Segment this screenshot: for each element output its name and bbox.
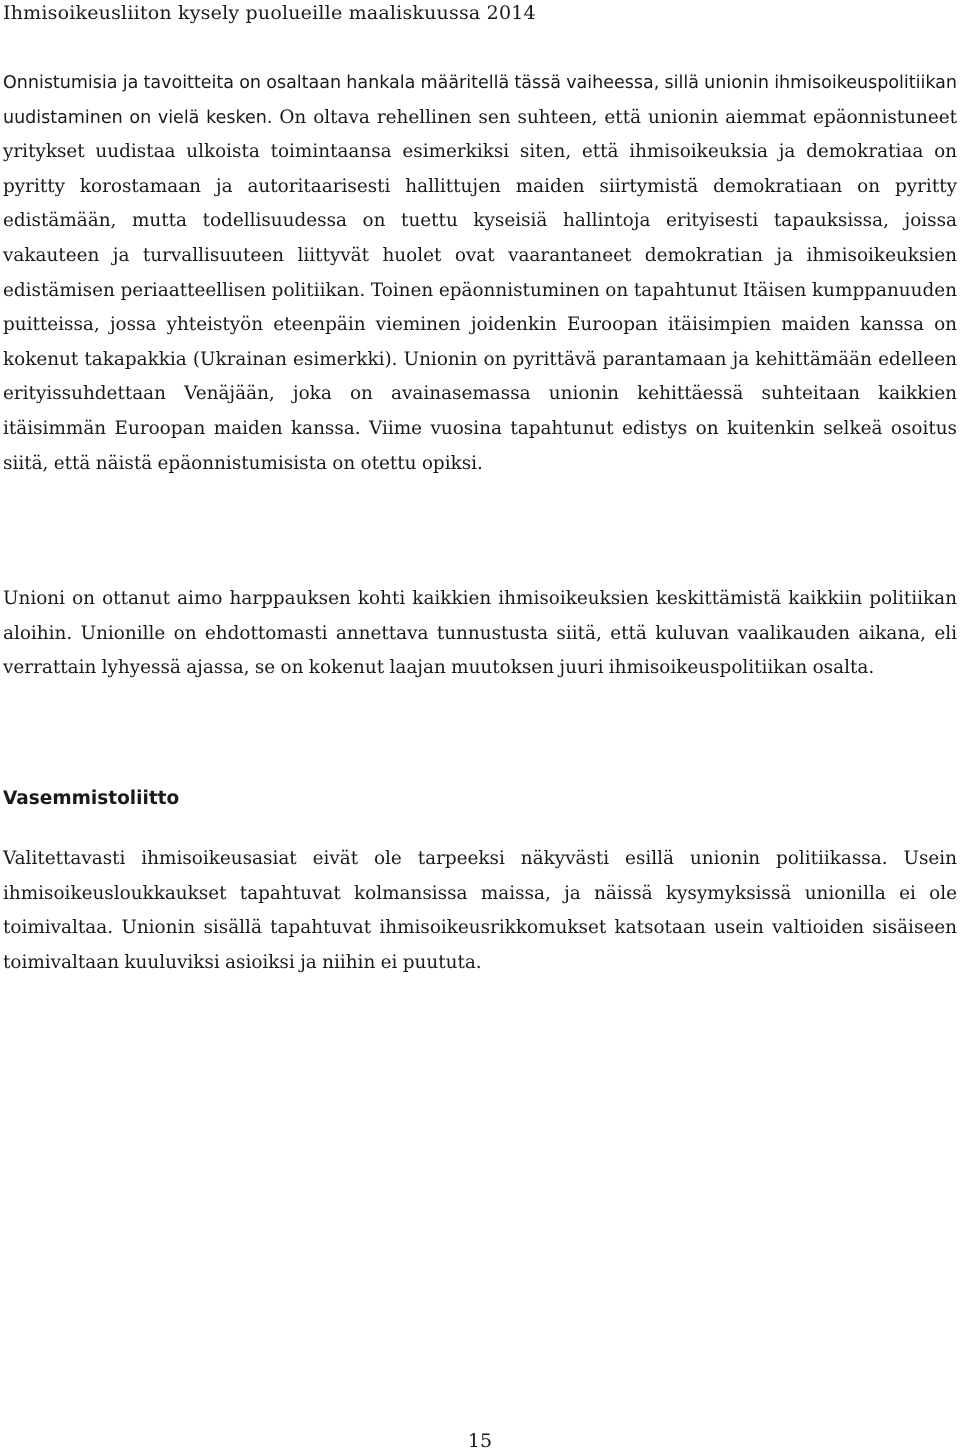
paragraph-1-rest: On oltava rehellinen sen suhteen, että unionin aiemmat epäonnistuneet yritykset uudistaa ulkoista toimintaansa esimerkiksi siten, että ihmisoikeuksia ja demokratiaa on pyritty korostamaan ja autoritaarisesti hallittujen maiden siirtymistä demokratiaan on pyritty edistämään, mutta todellisuudessa on tuettu kyseisiä hallintoja erityisesti tapauksissa, joissa vakauteen ja turvallisuuteen liittyvät huolet ovat vaarantaneet demokratian ja ihmisoikeuksien edistämisen periaatteellisen politiikan. Toinen epäonnistuminen on tapahtunut Itäisen kumppanuuden puitteissa, jossa yhteistyön eteenpäin vieminen joidenkin Euroopan itäisimpien maiden kanssa on kokenut takapakkia (Ukrainan esimerkki). Unionin on pyrittävä parantamaan ja kehittämään edelleen erityissuhdettaan Venäjään, joka on avainasemassa unionin kehittäessä suhteitaan kaikkien itäisimmän Euroopan maiden kanssa. Viime vuosina tapahtunut edistys on kuitenkin selkeä osoitus siitä, että näistä epäonnistumisista on otettu opiksi.	[3, 106, 957, 474]
paragraph-2: Unioni on ottanut aimo harppauksen kohti kaikkien ihmisoikeuksien keskittämistä kaikkiin politiikan aloihin. Unionille on ehdottomasti annettava tunnustusta siitä, että kuluvan vaalikauden aikana, eli verrattain lyhyessä ajassa, se on kokenut laajan muutoksen juuri ihmisoikeuspolitiikan osalta.	[3, 588, 957, 679]
paragraph-1-lead: Onnistumisia ja tavoitteita on osaltaan hankala määritellä tässä vaiheessa, sillä unionin ihmisoikeuspolitiikan uudistaminen on vielä kesken.	[3, 73, 957, 128]
running-header: Ihmisoikeusliiton kysely puolueille maaliskuussa 2014	[3, 2, 536, 24]
section-heading: Vasemmistoliitto	[3, 788, 180, 809]
paragraph-3: Valitettavasti ihmisoikeusasiat eivät ole tarpeeksi näkyvästi esillä unionin politiikassa. Usein ihmisoikeusloukkaukset tapahtuvat kolmansissa maissa, ja näissä kysymyksissä unionilla ei ole toimivaltaa. Unionin sisällä tapahtuvat ihmisoikeusrikkomukset katsotaan usein valtioiden sisäiseen toimivaltaan kuuluviksi asioiksi ja niihin ei puututa.	[3, 848, 957, 973]
page-number: 15	[467, 1430, 493, 1452]
paragraph-1	[3, 66, 957, 481]
